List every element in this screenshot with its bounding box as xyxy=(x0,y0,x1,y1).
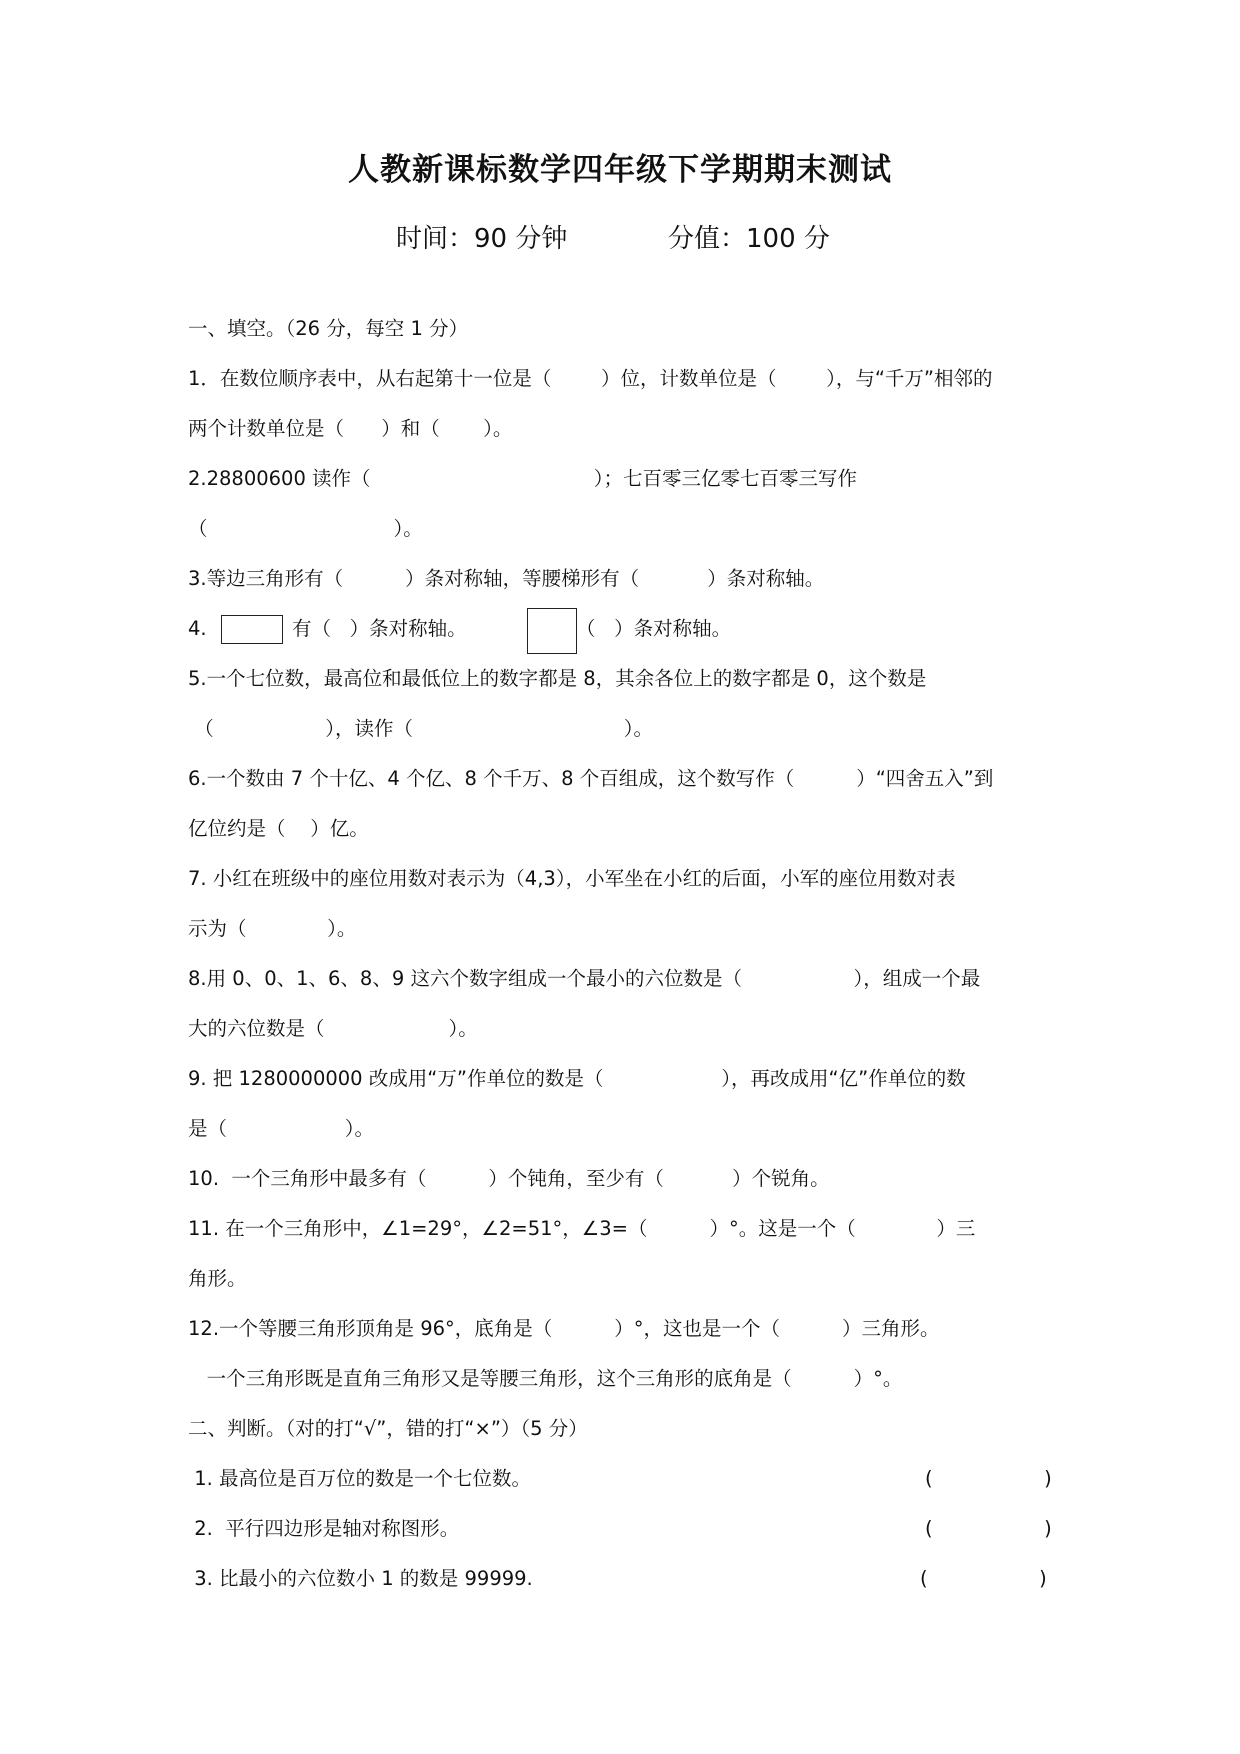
judge-item-text: 2. 平行四边形是轴对称图形。 xyxy=(188,1517,460,1540)
judge-item-text: 3. 比最小的六位数小 1 的数是 99999. xyxy=(188,1567,533,1590)
question-line: 1．在数位顺序表中，从右起第十一位是（ ）位，计数单位是（ ），与“千万”相邻的 xyxy=(188,367,993,390)
question-4-number: 4. xyxy=(188,617,207,640)
question-4-rectangle-text: 有（ ）条对称轴。 xyxy=(292,617,467,640)
judge-answer-paren: ( ) xyxy=(925,1467,1052,1490)
total-score: 分值：100 分 xyxy=(668,224,830,254)
question-line: （ ），读作（ ）。 xyxy=(188,717,654,740)
question-line: 是（ ）。 xyxy=(188,1117,375,1140)
question-line: 示为（ ）。 xyxy=(188,917,357,940)
question-line: 10. 一个三角形中最多有（ ）个钝角，至少有（ ）个锐角。 xyxy=(188,1167,830,1190)
time-limit: 时间：90 分钟 xyxy=(396,224,568,254)
question-4-square-text: （ ）条对称轴。 xyxy=(576,617,732,640)
question-line: 6.一个数由 7 个十亿、4 个亿、8 个千万、8 个百组成，这个数写作（ ）“四舍五入”到 xyxy=(188,767,994,790)
question-line: 5.一个七位数，最高位和最低位上的数字都是 8，其余各位上的数字都是 0，这个数是 xyxy=(188,667,927,690)
question-line: 3.等边三角形有（ ）条对称轴，等腰梯形有（ ）条对称轴。 xyxy=(188,567,825,590)
section2-heading: 二、判断。（对的打“√”，错的打“×”）（5 分） xyxy=(188,1417,588,1440)
section1-heading: 一、填空。（26 分，每空 1 分） xyxy=(188,317,469,340)
question-line: 大的六位数是（ ）。 xyxy=(188,1017,478,1040)
judge-answer-paren: ( ) xyxy=(920,1567,1047,1590)
square-shape xyxy=(527,608,577,654)
question-line: 7. 小红在班级中的座位用数对表示为（4,3），小军坐在小红的后面，小军的座位用数对表 xyxy=(188,867,956,890)
question-line: 11. 在一个三角形中，∠1=29°，∠2=51°，∠3=（ ）°。这是一个（ ）三 xyxy=(188,1217,976,1240)
question-line: 角形。 xyxy=(188,1267,247,1290)
question-line: 亿位约是（ ）亿。 xyxy=(188,817,369,840)
judge-answer-paren: ( ) xyxy=(925,1517,1052,1540)
judge-item-text: 1. 最高位是百万位的数是一个七位数。 xyxy=(188,1467,532,1490)
question-line: 两个计数单位是（ ）和（ ）。 xyxy=(188,417,513,440)
rectangle-shape xyxy=(221,615,283,644)
exam-title: 人教新课标数学四年级下学期期末测试 xyxy=(348,152,892,188)
question-line: 12.一个等腰三角形顶角是 96°，底角是（ ）°，这也是一个（ ）三角形。 xyxy=(188,1317,940,1340)
question-line: 8.用 0、0、1、6、8、9 这六个数字组成一个最小的六位数是（ ），组成一个最 xyxy=(188,967,981,990)
question-line: 9. 把 1280000000 改成用“万”作单位的数是（ ），再改成用“亿”作单位的数 xyxy=(188,1067,966,1090)
question-line: （ ）。 xyxy=(188,517,423,540)
question-line: 一个三角形既是直角三角形又是等腰三角形，这个三角形的底角是（ ）°。 xyxy=(188,1367,903,1390)
question-line: 2.28800600 读作（ ）；七百零三亿零七百零三写作 xyxy=(188,467,857,490)
